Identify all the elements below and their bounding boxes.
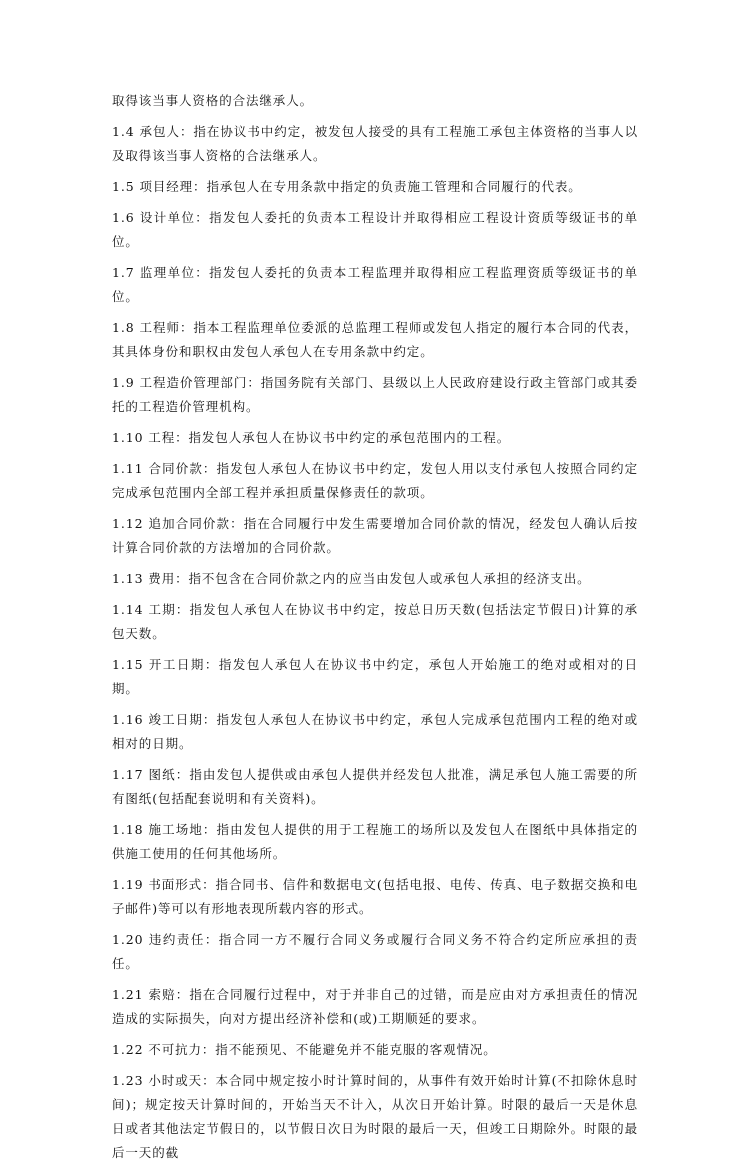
clause-1-16: 1.16 竣工日期：指发包人承包人在协议书中约定，承包人完成承包范围内工程的绝对或相对的日期。 <box>112 712 638 751</box>
clause-1-13: 1.13 费用：指不包含在合同价款之内的应当由发包人或承包人承担的经济支出。 <box>112 571 591 586</box>
clause-1-14: 1.14 工期：指发包人承包人在协议书中约定，按总日历天数(包括法定节假日)计算的承包天数。 <box>112 602 638 641</box>
clause-1-11: 1.11 合同价款：指发包人承包人在协议书中约定，发包人用以支付承包人按照合同约定完成承包范围内全部工程并承担质量保修责任的款项。 <box>112 461 638 500</box>
clause-1-5: 1.5 项目经理：指承包人在专用条款中指定的负责施工管理和合同履行的代表。 <box>112 179 582 194</box>
clause-1-6: 1.6 设计单位：指发包人委托的负责本工程设计并取得相应工程设计资质等级证书的单位。 <box>112 210 638 249</box>
clause-1-19: 1.19 书面形式：指合同书、信件和数据电文(包括电报、电传、传真、电子数据交换和电子邮件)等可以有形地表现所载内容的形式。 <box>112 877 638 916</box>
clause-1-18: 1.18 施工场地：指由发包人提供的用于工程施工的场所以及发包人在图纸中具体指定的供施工使用的任何其他场所。 <box>112 822 638 861</box>
paragraph-continuation: 取得该当事人资格的合法继承人。 <box>112 93 314 108</box>
clause-1-17: 1.17 图纸：指由发包人提供或由承包人提供并经发包人批准，满足承包人施工需要的所有图纸(包括配套说明和有关资料)。 <box>112 767 638 806</box>
clause-1-7: 1.7 监理单位：指发包人委托的负责本工程监理并取得相应工程监理资质等级证书的单位。 <box>112 265 638 304</box>
clause-1-12: 1.12 追加合同价款：指在合同履行中发生需要增加合同价款的情况，经发包人确认后按计算合同价款的方法增加的合同价款。 <box>112 516 638 555</box>
clause-1-23: 1.23 小时或天：本合同中规定按小时计算时间的，从事件有效开始时计算(不扣除休息时间)；规定按天计算时间的，开始当天不计入，从次日开始计算。时限的最后一天是休息日或者其他法定节假日的，以节假日次日为时限的最后一天，但竣工日期除外。时限的最后一天的截 <box>112 1073 638 1160</box>
clause-1-8: 1.8 工程师：指本工程监理单位委派的总监理工程师或发包人指定的履行本合同的代表，其具体身份和职权由发包人承包人在专用条款中约定。 <box>112 320 638 359</box>
clause-1-4: 1.4 承包人：指在协议书中约定，被发包人接受的具有工程施工承包主体资格的当事人以及取得该当事人资格的合法继承人。 <box>112 124 638 163</box>
clause-1-22: 1.22 不可抗力：指不能预见、不能避免并不能克服的客观情况。 <box>112 1042 497 1057</box>
clause-1-21: 1.21 索赔：指在合同履行过程中，对于并非自己的过错，而是应由对方承担责任的情况造成的实际损失，向对方提出经济补偿和(或)工期顺延的要求。 <box>112 987 638 1026</box>
document-body <box>112 89 638 1172</box>
clause-1-9: 1.9 工程造价管理部门：指国务院有关部门、县级以上人民政府建设行政主管部门或其委托的工程造价管理机构。 <box>112 375 638 414</box>
clause-1-15: 1.15 开工日期：指发包人承包人在协议书中约定，承包人开始施工的绝对或相对的日期。 <box>112 657 638 696</box>
clause-1-20: 1.20 违约责任：指合同一方不履行合同义务或履行合同义务不符合约定所应承担的责任。 <box>112 932 638 971</box>
clause-1-10: 1.10 工程：指发包人承包人在协议书中约定的承包范围内的工程。 <box>112 430 511 445</box>
